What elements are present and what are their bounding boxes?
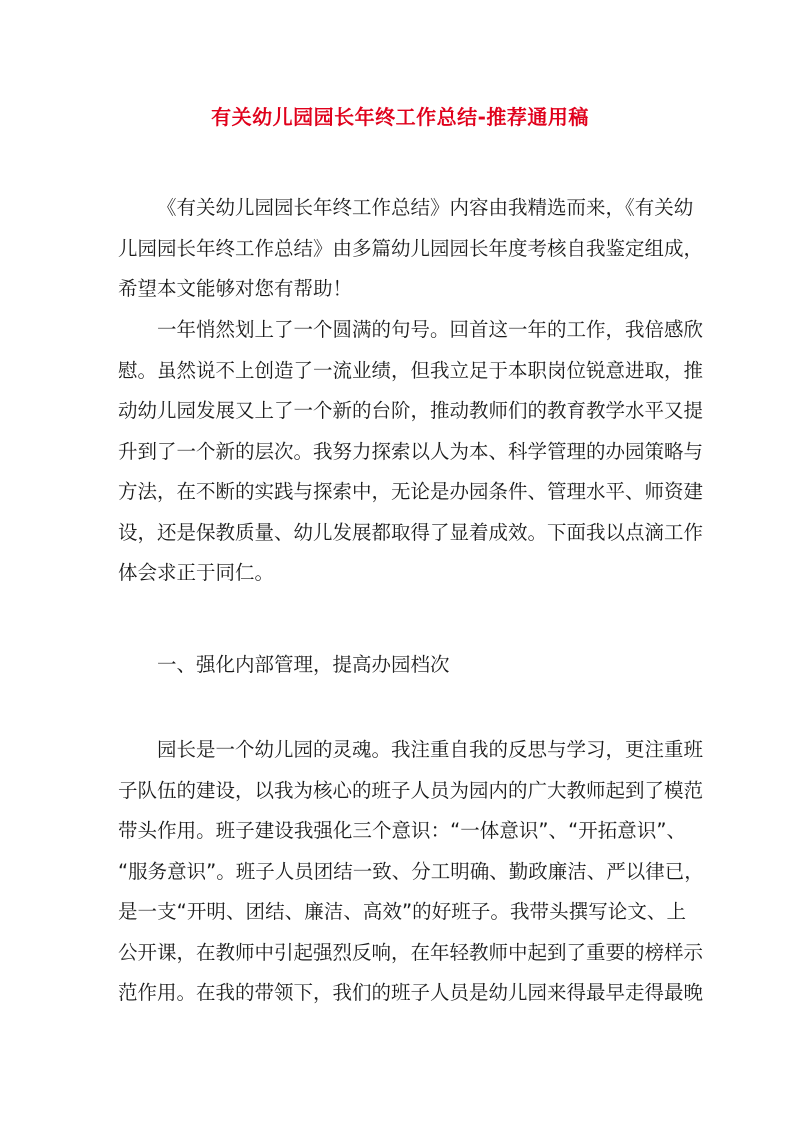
- document-title: 有关幼儿园园长年终工作总结-推荐通用稿: [211, 105, 589, 129]
- paragraph-line: 设，还是保教质量、幼儿发展都取得了显着成效。下面我以点滴工作: [118, 520, 704, 544]
- section-heading: [118, 645, 686, 686]
- paragraph-line: 一年悄然划上了一个圆满的句号。回首这一年的工作，我倍感欣: [157, 318, 704, 341]
- opening-paragraph: [118, 310, 704, 594]
- paragraph-line: 慰。虽然说不上创造了一流业绩，但我立足于本职岗位锐意进取，推: [118, 358, 704, 382]
- paragraph-line: 《有关幼儿园园长年终工作总结》内容由我精选而来，《有关幼: [157, 196, 694, 219]
- paragraph-line: 是一支“开明、团结、廉洁、高效”的好班子。我带头撰写论文、上: [118, 900, 686, 923]
- section-heading-text: 一、强化内部管理，提高办园档次: [157, 653, 450, 676]
- paragraph-line: “服务意识”。班子人员团结一致、分工明确、勤政廉洁、严以律已，: [118, 859, 704, 883]
- paragraph-line: 儿园园长年终工作总结》由多篇幼儿园园长年度考核自我鉴定组成，: [118, 236, 704, 260]
- section-paragraph: [118, 730, 704, 1014]
- paragraph-line: 体会求正于同仁。: [118, 561, 275, 584]
- paragraph-line: 希望本文能够对您有帮助！: [118, 277, 353, 300]
- paragraph-line: 升到了一个新的层次。我努力探索以人为本、科学管理的办园策略与: [118, 439, 704, 463]
- paragraph-line: 范作用。在我的带领下，我们的班子人员是幼儿园来得最早走得最晚: [118, 981, 704, 1004]
- intro-paragraph: [118, 188, 704, 310]
- paragraph-line: 子队伍的建设，以我为核心的班子人员为园内的广大教师起到了模范: [118, 778, 704, 802]
- paragraph-line: 公开课，在教师中引起强烈反响，在年轻教师中起到了重要的榜样示: [118, 940, 704, 964]
- paragraph-line: 方法，在不断的实践与探索中，无论是办园条件、管理水平、师资建: [118, 480, 704, 503]
- paragraph-line: 带头作用。班子建设我强化三个意识：“一体意识”、“开拓意识”、: [118, 819, 686, 842]
- paragraph-line: 动幼儿园发展又上了一个新的台阶，推动教师们的教育教学水平又提: [118, 399, 704, 422]
- paragraph-line: 园长是一个幼儿园的灵魂。我注重自我的反思与学习，更注重班: [157, 738, 704, 761]
